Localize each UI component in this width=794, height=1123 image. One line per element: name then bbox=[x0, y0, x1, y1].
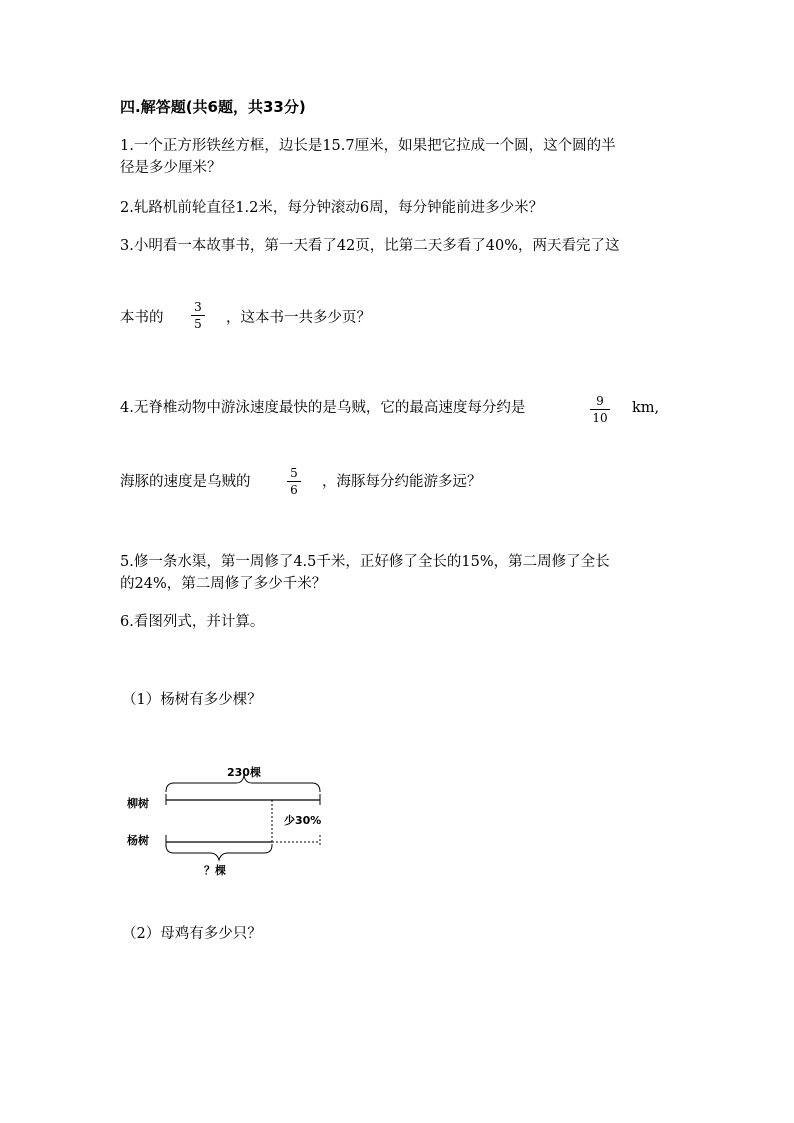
question-4-line-1: 4.无脊椎动物中游泳速度最快的是乌贼，它的最高速度每分约是 bbox=[120, 400, 526, 416]
fraction-bar bbox=[191, 315, 205, 316]
fraction-denominator: 10 bbox=[592, 411, 608, 425]
fraction-numerator: 3 bbox=[194, 300, 202, 314]
fraction-bar bbox=[287, 481, 301, 482]
question-2: 2.轧路机前轮直径1.2米，每分钟滚动6周，每分钟能前进多少米？ bbox=[120, 200, 544, 216]
fraction-nine-tenths bbox=[590, 394, 610, 425]
willow-label: 柳树 bbox=[127, 797, 149, 810]
question-5-line-2: 的24%，第二周修了多少千米？ bbox=[120, 576, 327, 592]
total-label: 230棵 bbox=[227, 766, 261, 779]
unknown-label: ？棵 bbox=[204, 864, 226, 877]
question-1-line-2: 径是多少厘米？ bbox=[120, 160, 222, 176]
fraction-denominator: 6 bbox=[290, 483, 298, 497]
poplar-label: 杨树 bbox=[127, 834, 149, 847]
question-6: 6.看图列式，并计算。 bbox=[120, 614, 265, 630]
question-6-part-1: （1）杨树有多少棵？ bbox=[122, 692, 262, 708]
fraction-three-fifths bbox=[191, 300, 205, 331]
less-label: 少30% bbox=[284, 814, 322, 827]
fraction-five-sixths bbox=[287, 466, 301, 497]
unknown-brace bbox=[166, 845, 272, 860]
fraction-bar bbox=[590, 409, 610, 410]
question-3-line-1: 3.小明看一本故事书，第一天看了42页，比第二天多看了40%，两天看完了这 bbox=[120, 238, 620, 254]
question-4-unit: km, bbox=[632, 400, 660, 416]
fraction-numerator: 5 bbox=[290, 466, 298, 480]
question-3-suffix: ，这本书一共多少页？ bbox=[226, 310, 371, 326]
question-4-line-2-suffix: ，海豚每分约能游多远？ bbox=[322, 474, 482, 490]
fraction-numerator: 9 bbox=[596, 394, 604, 408]
fraction-denominator: 5 bbox=[194, 317, 202, 331]
question-5-line-1: 5.修一条水渠，第一周修了4.5千米，正好修了全长的15%，第二周修了全长 bbox=[120, 554, 610, 570]
question-1-line-1: 1.一个正方形铁丝方框，边长是15.7厘米，如果把它拉成一个圆，这个圆的半 bbox=[120, 138, 616, 154]
section-title: 四.解答题(共6题，共33分) bbox=[120, 98, 306, 116]
question-3-prefix: 本书的 bbox=[120, 310, 164, 326]
question-6-part-2: （2）母鸡有多少只？ bbox=[122, 926, 262, 942]
question-4-line-2-prefix: 海豚的速度是乌贼的 bbox=[120, 474, 251, 490]
